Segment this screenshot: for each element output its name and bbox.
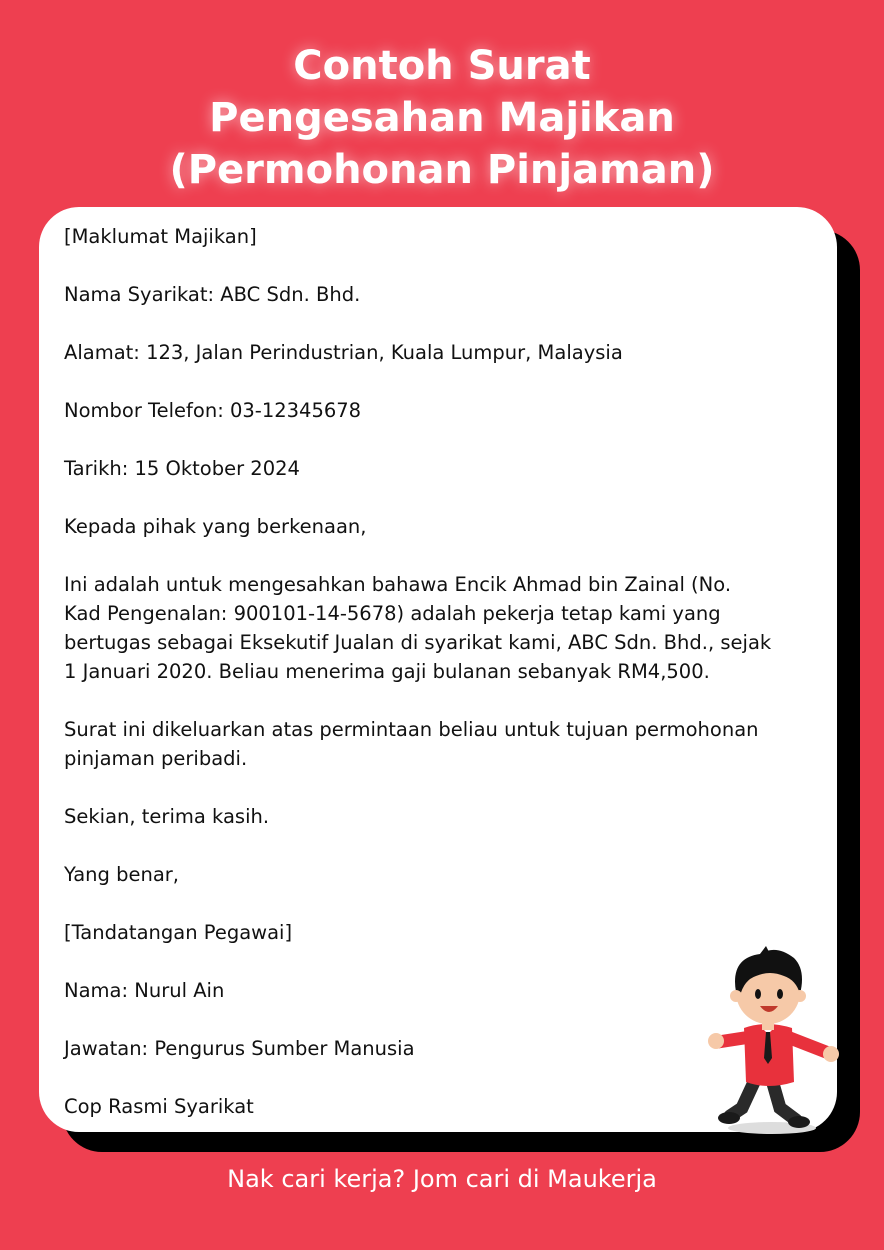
company-name: Nama Syarikat: ABC Sdn. Bhd.	[64, 283, 361, 306]
company-address: Alamat: 123, Jalan Perindustrian, Kuala Lumpur, Malaysia	[64, 341, 623, 364]
mascot-leg-right	[772, 1080, 796, 1120]
mascot-eye-left	[755, 989, 761, 999]
footer-tagline: Nak cari kerja? Jom cari di Maukerja	[227, 1165, 657, 1193]
title-line-1: Contoh Surat	[293, 43, 591, 89]
signature-placeholder: [Tandatangan Pegawai]	[64, 921, 293, 944]
signatory-name: Nama: Nurul Ain	[64, 979, 225, 1002]
mascot-eye-right	[777, 989, 783, 999]
employer-info-heading: [Maklumat Majikan]	[64, 225, 257, 248]
closing-thanks: Sekian, terima kasih.	[64, 805, 270, 828]
sign-off: Yang benar,	[64, 863, 180, 886]
confirmation-paragraph: Ini adalah untuk mengesahkan bahawa Encik Ahmad bin Zainal (No. Kad Pengenalan: 900101-14-5678) adalah pekerja tetap kami yang bertugas sebagai Eksekutif Jualan di syarikat kami, ABC Sdn. Bhd., sejak 1 Januari 2020. Beliau menerima gaji bulanan sebanyak RM4,500.	[64, 573, 772, 683]
mascot-illustration	[700, 940, 850, 1140]
company-phone: Nombor Telefon: 03-12345678	[64, 399, 362, 422]
mascot-leg-left	[730, 1080, 755, 1116]
letter-date: Tarikh: 15 Oktober 2024	[64, 457, 300, 480]
title-line-3: (Permohonan Pinjaman)	[169, 147, 715, 193]
mascot-hand-right	[823, 1046, 839, 1062]
purpose-paragraph: Surat ini dikeluarkan atas permintaan beliau untuk tujuan permohonan pinjaman peribadi.	[64, 718, 759, 770]
title-line-2: Pengesahan Majikan	[209, 95, 675, 141]
salutation: Kepada pihak yang berkenaan,	[64, 515, 367, 538]
page-title	[0, 40, 884, 196]
mascot-arm-right	[790, 1038, 826, 1052]
company-stamp: Cop Rasmi Syarikat	[64, 1095, 254, 1118]
signatory-position: Jawatan: Pengurus Sumber Manusia	[64, 1037, 415, 1060]
mascot-shoe-right	[788, 1116, 810, 1128]
mascot-hand-left	[708, 1033, 724, 1049]
mascot-shoe-left	[718, 1112, 740, 1124]
